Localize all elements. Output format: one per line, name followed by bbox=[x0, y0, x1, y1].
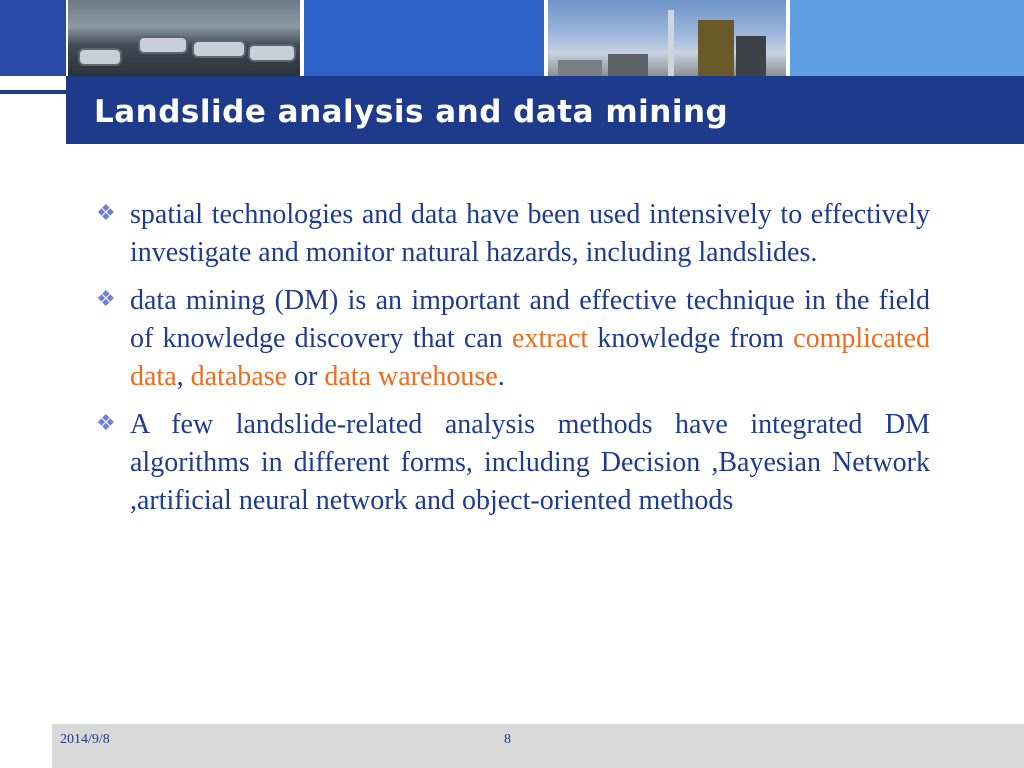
bullet-list bbox=[96, 196, 930, 530]
highlighted-term: database bbox=[190, 361, 288, 392]
harbor-boats-photo bbox=[68, 0, 300, 76]
bullet-text: or bbox=[287, 361, 325, 392]
boat-shape bbox=[78, 48, 122, 66]
slide-title: Landslide analysis and data mining bbox=[94, 94, 729, 130]
bullet-text: A few landslide-related analysis methods have integrated DM algorithms in different forms, including Decision ,Bayesian Network ,artificial neural network and object-oriented methods bbox=[130, 409, 930, 516]
header-blue-panel bbox=[304, 0, 544, 76]
boat-shape bbox=[192, 40, 246, 58]
header-light-blue-panel bbox=[790, 0, 1024, 76]
header-left-block bbox=[0, 0, 66, 76]
boat-shape bbox=[248, 44, 296, 62]
title-gap bbox=[0, 76, 66, 144]
bullet-item bbox=[96, 406, 930, 520]
page-number: 8 bbox=[504, 732, 511, 747]
building-shape bbox=[558, 60, 602, 76]
bullet-text: knowledge from bbox=[588, 323, 794, 354]
building-shape bbox=[736, 36, 766, 76]
title-accent-line bbox=[0, 90, 66, 94]
highlighted-term: data warehouse bbox=[324, 361, 498, 392]
bullet-item bbox=[96, 196, 930, 272]
bullet-item bbox=[96, 282, 930, 396]
header-banner bbox=[0, 0, 1024, 76]
boat-shape bbox=[138, 36, 188, 54]
bullet-text: data mining (DM) is an important and effective technique in the field of knowledge discovery that can bbox=[130, 285, 930, 354]
highlighted-term: complicated data bbox=[130, 323, 930, 392]
tower-shape bbox=[668, 10, 674, 76]
diamond-cluster-icon: ❖ bbox=[96, 410, 116, 435]
footer-date: 2014/9/8 bbox=[60, 732, 110, 747]
diamond-cluster-icon: ❖ bbox=[96, 286, 116, 311]
footer-bar bbox=[52, 724, 1024, 768]
building-shape bbox=[698, 20, 734, 76]
bullet-text: , bbox=[176, 361, 191, 392]
highlighted-term: extract bbox=[512, 323, 589, 354]
bullet-text: spatial technologies and data have been used intensively to effectively investigate and monitor natural hazards, including landslides. bbox=[130, 199, 930, 268]
diamond-cluster-icon: ❖ bbox=[96, 200, 116, 225]
building-shape bbox=[608, 54, 648, 76]
bullet-text: . bbox=[497, 361, 505, 392]
city-skyline-photo bbox=[548, 0, 786, 76]
